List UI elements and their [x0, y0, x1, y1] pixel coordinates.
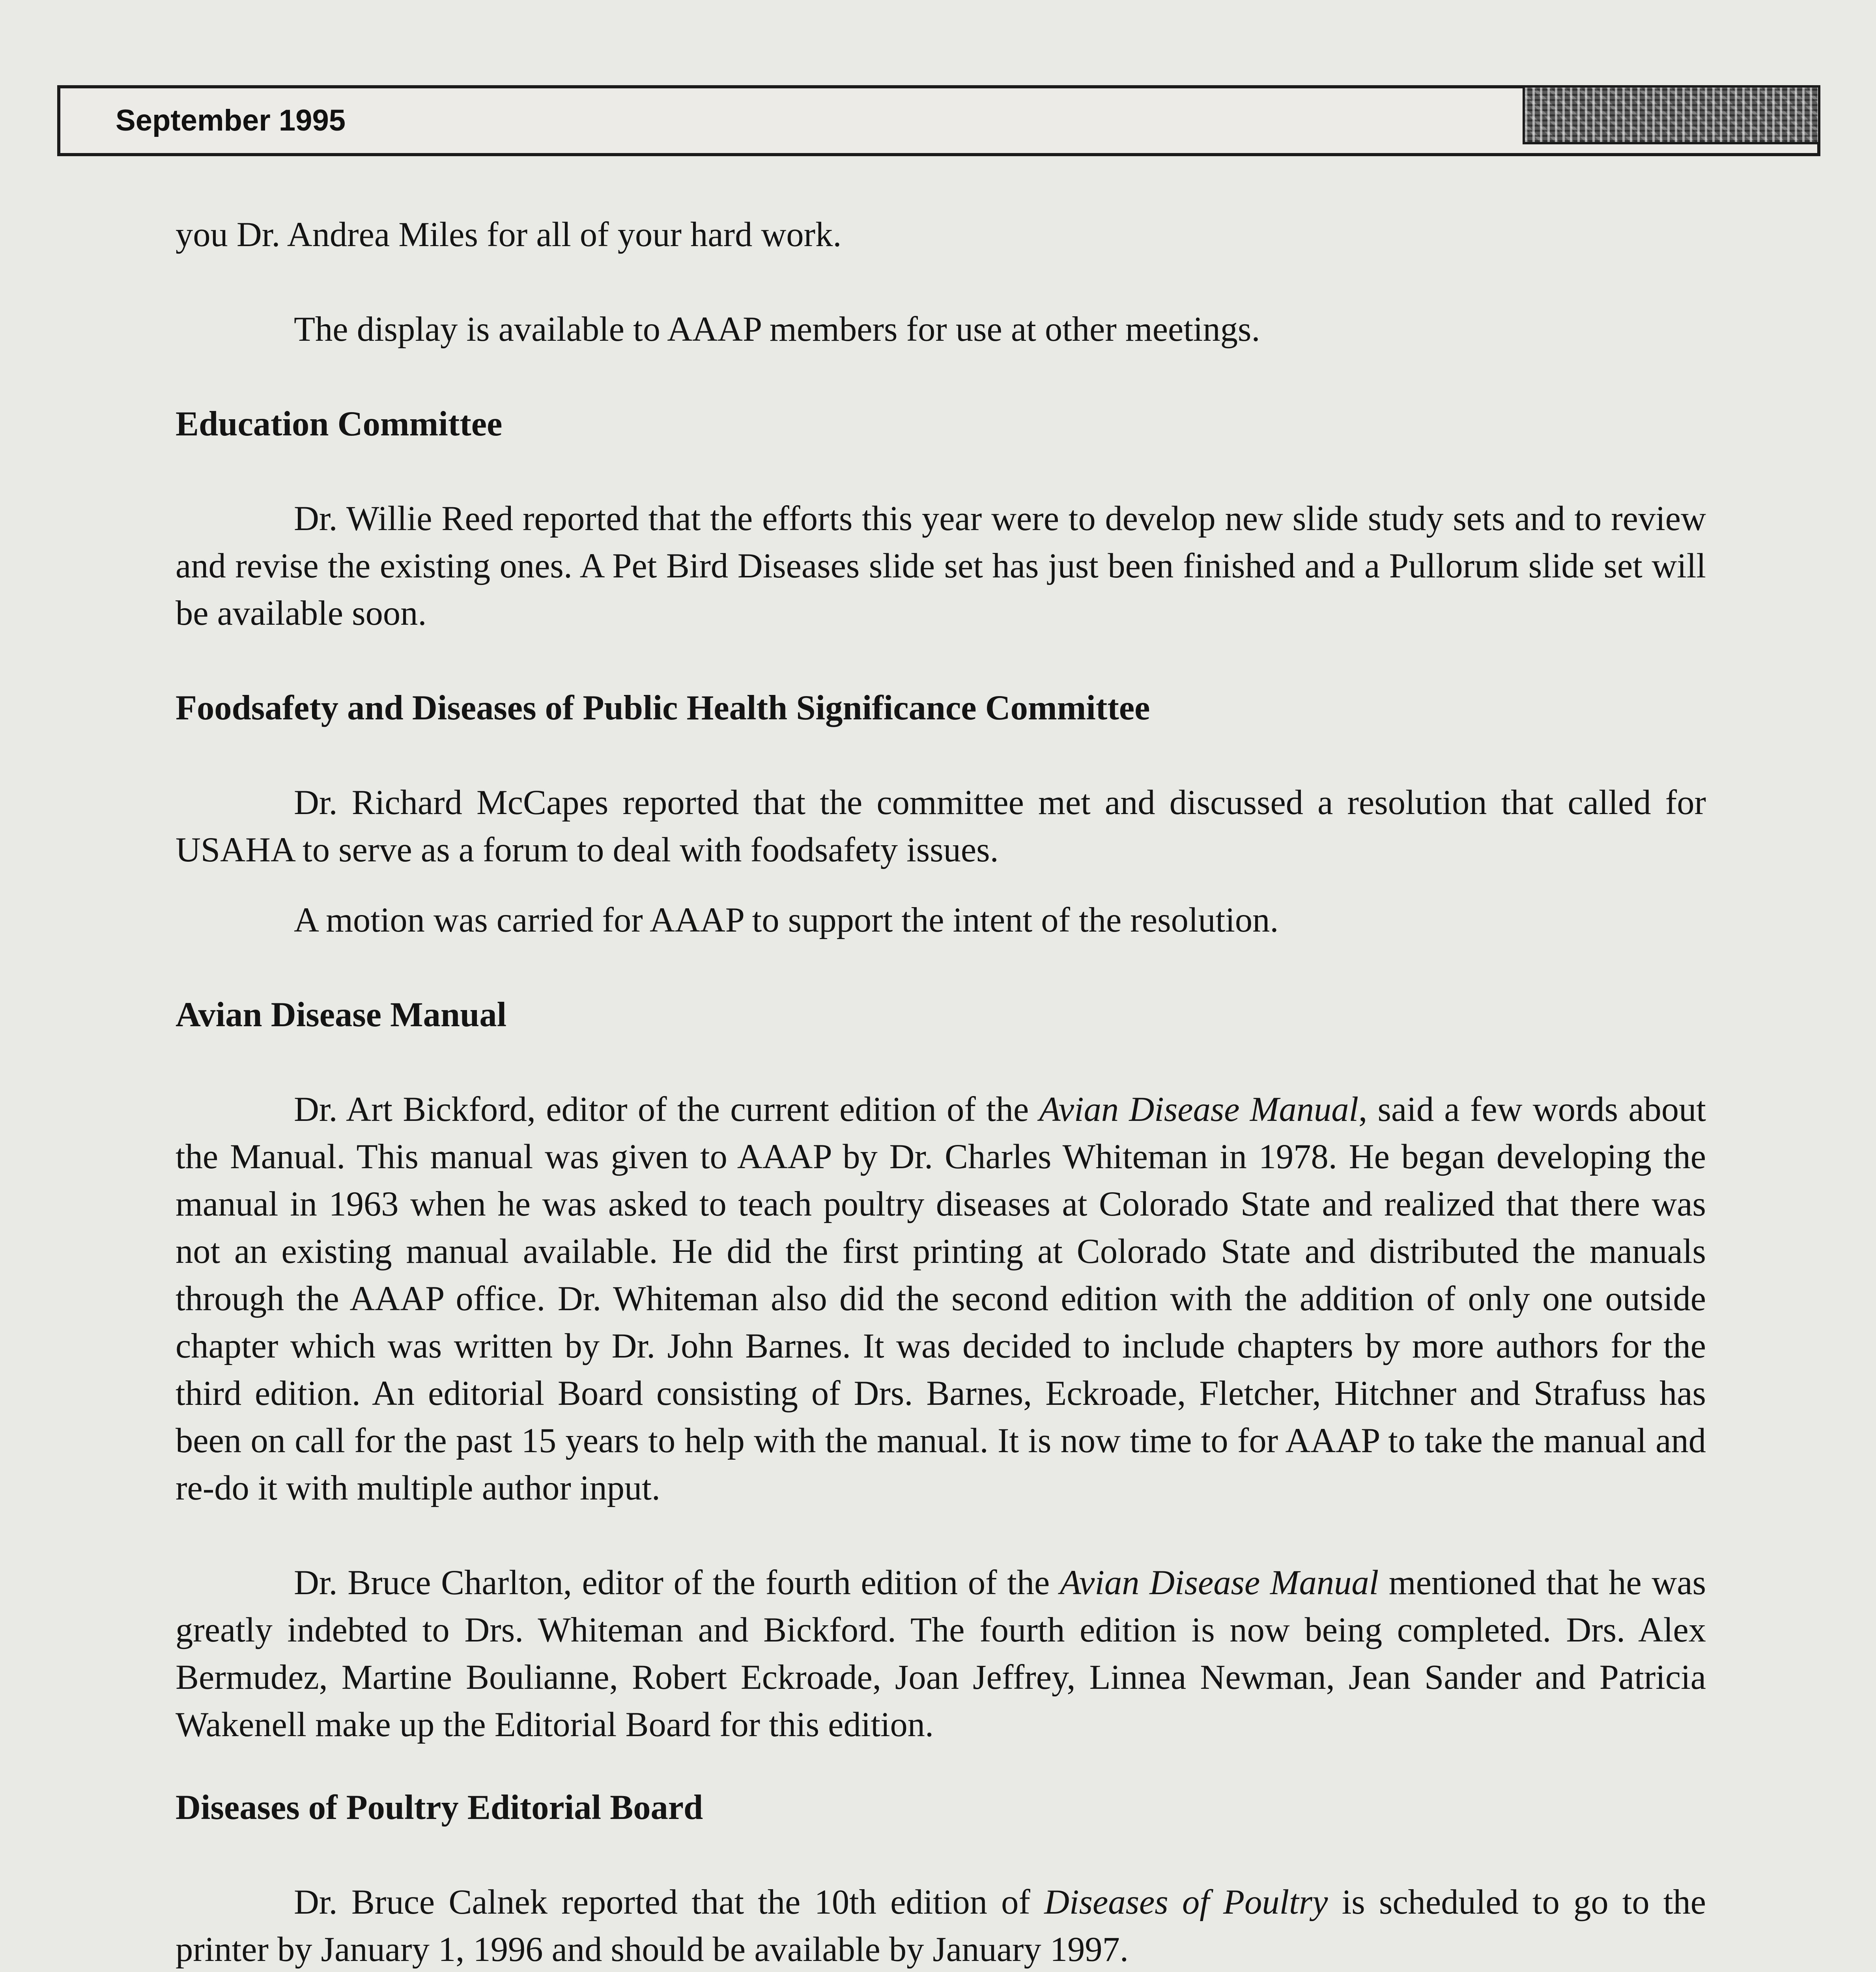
book-title: Avian Disease Manual	[1059, 1563, 1379, 1602]
section-heading-poultry: Diseases of Poultry Editorial Board	[176, 1788, 703, 1827]
paragraph: The display is available to AAAP members for use at other meetings.	[294, 310, 1260, 349]
section-heading-education: Education Committee	[176, 405, 503, 443]
paragraph: you Dr. Andrea Miles for all of your hard work.	[176, 215, 842, 254]
header-texture-block	[1523, 85, 1820, 144]
paragraph: Dr. Richard McCapes reported that the committee met and discussed a resolution that called for USAHA to serve as a forum to deal with foodsafety issues.	[176, 783, 1706, 869]
article-body	[176, 211, 1706, 1972]
section-heading-manual: Avian Disease Manual	[176, 995, 507, 1034]
book-title: Avian Disease Manual	[1039, 1090, 1359, 1129]
paragraph	[176, 1086, 1706, 1512]
paragraph: Dr. Willie Reed reported that the efforts this year were to develop new slide study sets and to review and revise the existing ones. A Pet Bird Diseases slide set has just been finished and a Pullorum slide set will be available soon.	[176, 499, 1706, 633]
paragraph	[176, 1559, 1706, 1748]
text-run: is scheduled to go to the printer by January 1, 1996 and should be available by January 1997.	[176, 1883, 1706, 1969]
text-run: Dr. Art Bickford, editor of the current edition of the	[294, 1090, 1039, 1129]
text-run: Dr. Bruce Charlton, editor of the fourth edition of the	[294, 1563, 1060, 1602]
paragraph	[176, 1879, 1706, 1972]
text-run: mentioned that he was greatly indebted to Drs. Whiteman and Bickford. The fourth edition is now being completed. Drs. Alex Bermudez, Martine Boulianne, Robert Eckroade, Joan Jeffrey, Linnea Newman, Jean Sander and Patricia Wakenell make up the Editorial Board for this edition.	[176, 1563, 1706, 1744]
book-title: Diseases of Poultry	[1044, 1883, 1328, 1922]
section-heading-foodsafety: Foodsafety and Diseases of Public Health Significance Committee	[176, 689, 1150, 727]
paragraph: A motion was carried for AAAP to support the intent of the resolution.	[294, 901, 1279, 939]
text-run: Dr. Bruce Calnek reported that the 10th edition of	[294, 1883, 1045, 1922]
text-run: , said a few words about the Manual. This manual was given to AAAP by Dr. Charles Whiteman in 1978. He began developing the manual in 1963 when he was asked to teach poultry diseases at Colorado State and realized that there was not an existing manual available. He did the first printing at Colorado State and distributed the manuals through the AAAP office. Dr. Whiteman also did the second edition with the addition of only one outside chapter which was written by Dr. John Barnes. It was decided to include chapters by more authors for the third edition. An editorial Board consisting of Drs. Barnes, Eckroade, Fletcher, Hitchner and Strafuss has been on call for the past 15 years to help with the manual. It is now time to for AAAP to take the manual and re-do it with multiple author input.	[176, 1090, 1706, 1507]
header-date: September 1995	[116, 104, 346, 137]
